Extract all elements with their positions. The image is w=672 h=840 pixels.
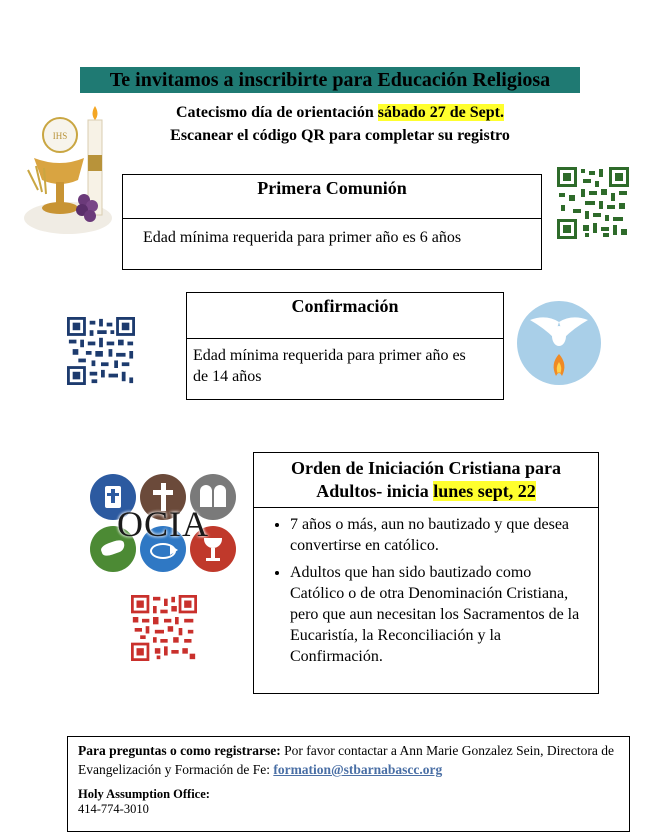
orientation-date: sábado 27 de Sept. — [377, 104, 504, 121]
confirmation-box — [186, 292, 504, 400]
first-communion-heading: Primera Comunión — [257, 178, 407, 198]
office-phone: 414-774-3010 — [78, 802, 149, 816]
first-communion-qr-code[interactable] — [557, 167, 629, 239]
orientation-line — [120, 104, 560, 122]
confirmation-qr-code[interactable] — [67, 317, 135, 385]
ocia-requirements-list — [254, 508, 598, 667]
contact-text: Por favor contactar a Ann Marie Gonzalez Sein, Directora de Evangelización y Formación de Fe: — [78, 743, 614, 777]
ocia-heading-line2 — [254, 480, 598, 503]
ocia-qr-code[interactable] — [131, 595, 197, 661]
first-communion-requirement: Edad mínima requerida para primer año es 6 años — [143, 229, 462, 246]
chalice-candle-image — [20, 100, 112, 240]
ocia-box — [253, 452, 599, 694]
contact-box — [67, 736, 630, 832]
confirmation-requirement: Edad mínima requerida para primer año es de 14 años — [193, 347, 466, 385]
office-label: Holy Assumption Office: — [78, 787, 210, 801]
ocia-heading — [254, 453, 598, 507]
confirmation-heading: Confirmación — [291, 296, 399, 316]
ocia-start-date: lunes sept, 22 — [433, 481, 536, 501]
email-link[interactable]: formation@stbarnabascc.org — [273, 762, 443, 777]
ocia-heading-prefix: Adultos- inicia — [316, 481, 434, 501]
contact-paragraph — [78, 741, 619, 779]
svg-text:IHS: IHS — [52, 131, 68, 141]
list-item: • 7 años o más, aun no bautizado y que desea convertirse en católico. — [290, 514, 584, 556]
list-item: • Adultos que han sido bautizado como Católico o de otra Denominación Cristiana, pero que aun necesitan los Sacramentos de la Eucaristía, la Reconciliación y la Confirmación. — [290, 562, 584, 667]
ocia-logo-text: OCIA — [117, 504, 209, 544]
page-title: Te invitamos a inscribirte para Educación Religiosa — [80, 67, 580, 93]
office-info — [78, 787, 619, 817]
scan-instruction: Escanear el código QR para completar su registro — [170, 127, 510, 144]
orientation-prefix: Catecismo día de orientación — [176, 104, 378, 121]
holy-spirit-dove-image — [516, 300, 602, 386]
ocia-logo — [90, 474, 236, 572]
contact-label: Para preguntas o como registrarse: — [78, 743, 281, 758]
ocia-heading-line1: Orden de Iniciación Cristiana para — [290, 458, 561, 478]
first-communion-box — [122, 174, 542, 270]
